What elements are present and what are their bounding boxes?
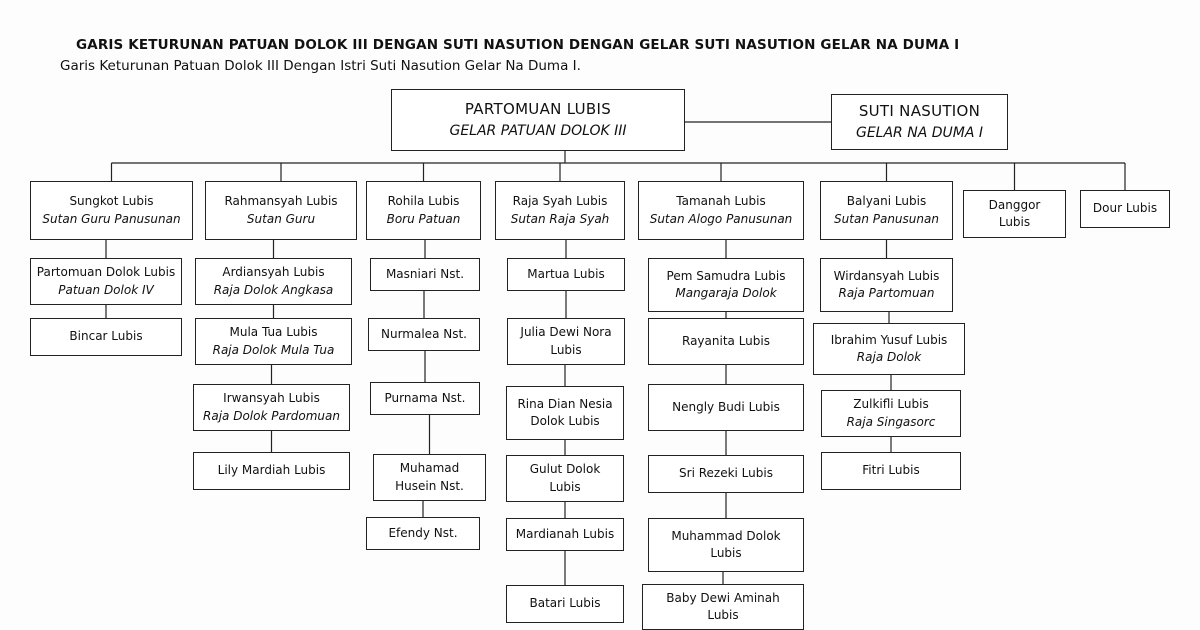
descendant-box [507, 258, 625, 291]
person-name: Rina Dian Nesia [517, 396, 613, 411]
child-box [963, 190, 1066, 238]
person-name: Gulut Dolok [529, 462, 601, 477]
person-name: Mardianah Lubis [515, 526, 615, 541]
person-name: Danggor [988, 197, 1041, 212]
descendant-box [506, 518, 624, 551]
person-name: Batari Lubis [529, 596, 601, 611]
descendant-box [193, 452, 350, 490]
descendant-box [648, 518, 804, 572]
descendant-box [373, 454, 486, 501]
person-gelar: Raja Dolok Pardomuan [203, 408, 340, 423]
person-name: Irwansyah Lubis [223, 391, 320, 406]
child-box [30, 181, 193, 240]
chart-title: GARIS KETURUNAN PATUAN DOLOK III DENGAN SUTI NASUTION DENGAN GELAR SUTI NASUTION GELAR NA DUMA I [76, 37, 960, 53]
person-name: Mula Tua Lubis [229, 325, 318, 340]
child-box [495, 181, 625, 240]
person-name-line2: Dolok Lubis [530, 414, 600, 428]
person-name: Rohila Lubis [387, 194, 460, 209]
person-name: Masniari Nst. [385, 266, 465, 281]
person-name: Nengly Budi Lubis [672, 399, 780, 414]
descendant-box [648, 318, 804, 365]
person-name: Lily Mardiah Lubis [217, 463, 326, 478]
person-name: Dour Lubis [1092, 201, 1158, 216]
descendant-box [506, 585, 624, 623]
child-box [1080, 190, 1170, 228]
person-name-line2: Lubis [549, 479, 581, 494]
person-name: Pem Samudra Lubis [666, 268, 786, 283]
person-name: PARTOMUAN LUBIS [464, 99, 612, 118]
descendant-box [195, 318, 352, 365]
descendant-box [30, 318, 182, 356]
descendant-box [506, 386, 624, 440]
chart-subtitle: Garis Keturunan Patuan Dolok III Dengan Istri Suti Nasution Gelar Na Duma I. [60, 58, 581, 74]
person-gelar: Sutan Raja Syah [510, 211, 610, 226]
person-name: Rayanita Lubis [682, 333, 770, 348]
person-name: Efendy Nst. [388, 525, 458, 540]
person-gelar: Raja Partomuan [838, 286, 935, 300]
person-name: Ardiansyah Lubis [222, 265, 325, 280]
husband-box [391, 89, 685, 151]
descendant-box [642, 584, 804, 630]
person-name: SUTI NASUTION [858, 101, 981, 120]
person-name: Rahmansyah Lubis [224, 194, 338, 209]
person-gelar: Sutan Guru [246, 211, 316, 226]
person-gelar: Patuan Dolok IV [58, 282, 154, 297]
child-box [205, 181, 357, 240]
person-name: Sri Rezeki Lubis [679, 466, 773, 481]
person-name: Tamanah Lubis [676, 194, 766, 209]
person-name: Julia Dewi Nora [520, 325, 612, 340]
person-name: Fitri Lubis [862, 463, 920, 478]
wife-box [831, 94, 1008, 150]
person-name: Purnama Nst. [384, 390, 466, 405]
descendant-box [821, 390, 961, 437]
person-name: Balyani Lubis [846, 194, 927, 209]
descendant-box [370, 382, 480, 415]
person-gelar: GELAR PATUAN DOLOK III [449, 122, 627, 139]
person-gelar: Boru Patuan [386, 211, 461, 226]
descendant-box [820, 258, 953, 312]
descendant-box [30, 258, 182, 305]
person-name: Wirdansyah Lubis [833, 268, 940, 283]
descendant-box [648, 384, 804, 431]
person-name: Muhammad Dolok [671, 528, 781, 543]
descendant-box [193, 384, 350, 431]
person-name-line2: Lubis [998, 215, 1031, 229]
person-name: Ibrahim Yusuf Lubis [830, 332, 948, 347]
descendant-box [506, 455, 624, 502]
person-gelar: Raja Singasorc [846, 414, 936, 429]
person-name: Muhamad [399, 461, 460, 476]
descendant-box [368, 318, 480, 351]
person-name-line2: Lubis [710, 546, 742, 560]
descendant-box [370, 258, 480, 291]
person-gelar: Sutan Panusunan [834, 211, 939, 226]
child-box [820, 181, 953, 240]
person-name: Nurmalea Nst. [381, 326, 467, 341]
descendant-box [195, 258, 352, 305]
person-gelar: Sutan Guru Panusunan [42, 211, 181, 226]
person-gelar: Sutan Alogo Panusunan [649, 211, 793, 226]
person-gelar: Raja Dolok Mula Tua [212, 342, 335, 357]
descendant-box [648, 455, 804, 493]
descendant-box [813, 323, 965, 375]
child-box [638, 181, 804, 240]
person-name: Martua Lubis [527, 266, 605, 281]
person-name: Partomuan Dolok Lubis [36, 265, 176, 280]
person-name: Bincar Lubis [69, 329, 143, 344]
person-gelar: Mangaraja Dolok [675, 286, 777, 300]
person-name: Raja Syah Lubis [512, 194, 608, 209]
person-name: Sungkot Lubis [69, 194, 154, 209]
person-gelar: Raja Dolok [856, 350, 922, 364]
person-name: Baby Dewi Aminah [666, 590, 780, 605]
person-gelar: GELAR NA DUMA I [855, 124, 983, 141]
descendant-box [821, 452, 961, 490]
person-name-line2: Lubis [707, 608, 739, 622]
descendant-box [507, 318, 625, 365]
child-box [366, 181, 481, 240]
person-name: Zulkifli Lubis [853, 397, 929, 412]
descendant-box [366, 517, 480, 550]
person-gelar: Raja Dolok Angkasa [213, 282, 334, 297]
person-name-line2: Lubis [550, 342, 582, 357]
descendant-box [648, 258, 804, 312]
person-name-line2: Husein Nst. [395, 478, 464, 493]
